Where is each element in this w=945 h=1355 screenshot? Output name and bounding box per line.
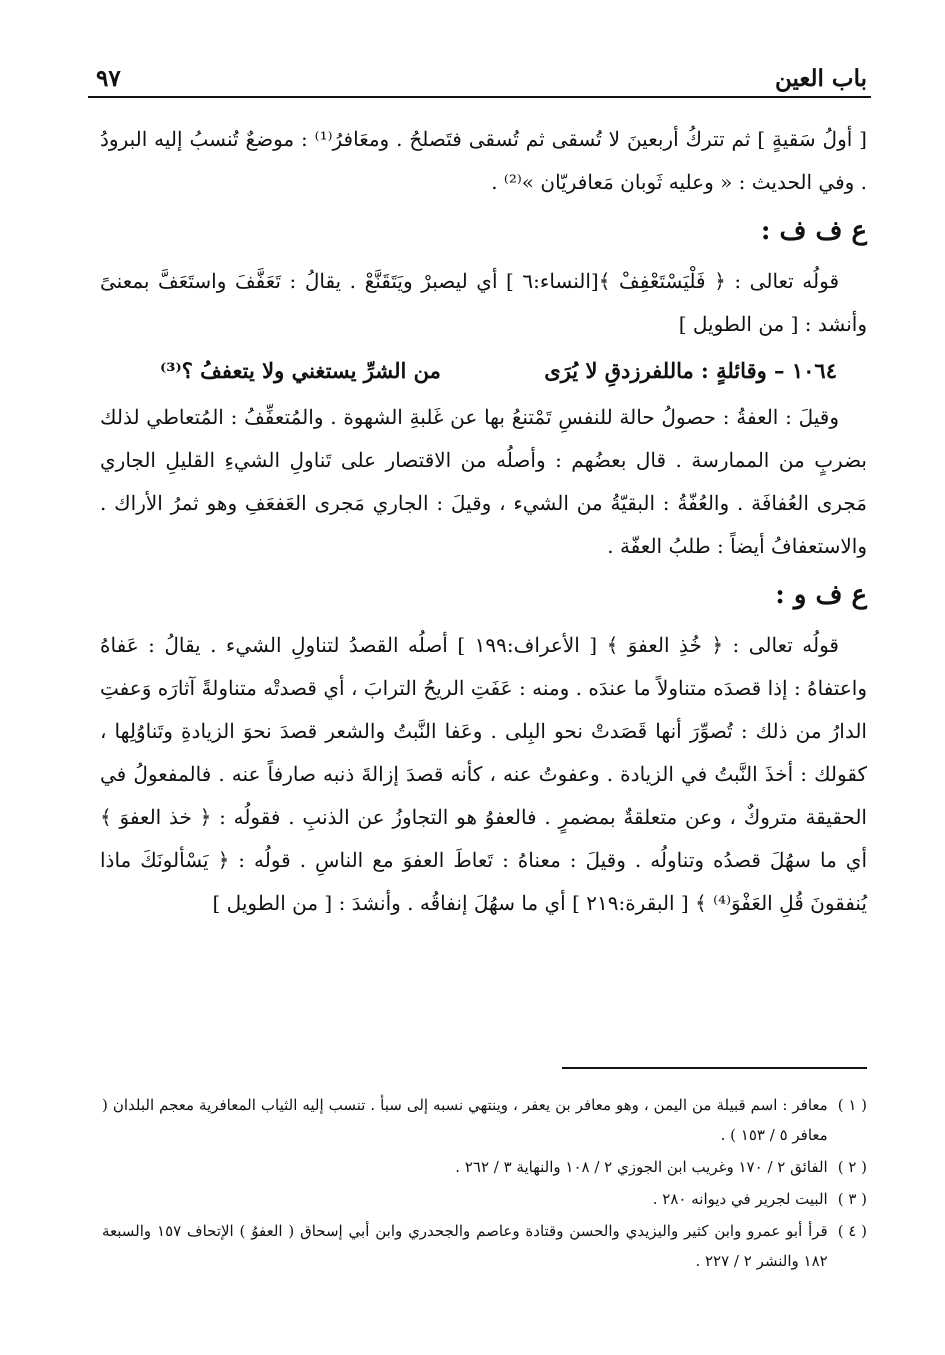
footnote-2 <box>102 1152 867 1182</box>
verse-second-hemistich: من الشرِّ يستغني ولا يتعففُ ؟⁽³⁾ <box>160 358 441 383</box>
paragraph-iffa-verse: قولُه تعالى : ﴿ فَلْيَسْتَعْفِفْ ﴾[النساء:٦ ] أي ليصبرْ ويَتَقَنَّعْ . يقالُ : تَعَفَّفَ واستَعَفَّ بمعنىً وأنشد : [ من الطويل ] <box>100 269 867 336</box>
footnote-number: ( ٢ ) <box>837 1158 867 1176</box>
main-text <box>100 118 867 925</box>
footnote-text: الفائق ٢ / ١٧٠ وغريب ابن الجوزي ٢ / ١٠٨ والنهاية ٣ / ٢٦٢ . <box>455 1158 828 1176</box>
footnote-separator <box>562 1067 867 1069</box>
footnote-text: قرأ أبو عمرو وابن كثير واليزيدي والحسن وقتادة وعاصم والجحدري وابن أبي إسحاق ( العفوُ ) الإتحاف ١٥٧ والسبعة ١٨٢ والنشر ٢ / ٢٢٧ . <box>102 1222 828 1270</box>
footnote-number: ( ٣ ) <box>837 1190 867 1208</box>
page-number: ٩٧ <box>96 65 121 92</box>
verse-first-hemistich: ١٠٦٤ – وقائلةٍ : ماللفرزدقِ لا يُرَى <box>544 358 837 383</box>
running-title: باب العين <box>774 65 867 92</box>
footnote-number: ( ٤ ) <box>837 1222 867 1240</box>
page-header <box>96 52 867 92</box>
footnote-text: معافر : اسم قبيلة من اليمن ، وهو معافر بن يعفر ، وينتهي نسبه إلى سبأ . تنسب إليه الثياب المعافرية معجم البلدان ( معافر ٥ / ١٥٣ ) . <box>102 1096 828 1144</box>
footnotes <box>102 1090 867 1278</box>
footnote-number: ( ١ ) <box>837 1096 867 1114</box>
footnote-4 <box>102 1216 867 1276</box>
poetry-verse-1064 <box>100 346 867 396</box>
footnote-text: البيت لجرير في ديوانه ٢٨٠ . <box>652 1190 828 1208</box>
footnote-1 <box>102 1090 867 1150</box>
paragraph-iffa-definition: وقيلَ : العفةُ : حصولُ حالة للنفسِ تَمْتنعُ بها عن غَلبةِ الشهوة . والمُتعفِّفُ : المُتعاطي لذلك بضربٍ من الممارسة . قال بعضُهم : وأصلُه من الاقتصار على تَناولِ الشيءِ القليلِ الجاري مَجرى العُفافَة . والعُفّةُ : البقيّةُ من الشيء ، وقيلَ : الجاري مَجرى العَفعَفِ وهو ثمرُ الأراك . والاستعفافُ أيضاً : طلبُ العفّة . <box>100 405 867 558</box>
entry-heading-ayn-fa-waw: ع ف و : <box>775 580 867 610</box>
header-rule <box>88 96 871 98</box>
entry-heading-ayn-fa-fa: ع ف ف : <box>760 216 867 246</box>
paragraph-continuation: [ أولُ سَقيةٍ ] ثم تتركُ أربعينَ لا تُسقى ثم تُسقى فتَصلحُ . ومعَافرُ⁽¹⁾ : موضعٌ تُنسبُ إليه البرودُ . وفي الحديث : « وعليه ثَوبان مَعافريّان »⁽²⁾ . <box>100 127 867 194</box>
footnote-3 <box>102 1184 867 1214</box>
paragraph-afw: قولُه تعالى : ﴿ خُذِ العفوَ ﴾ [ الأعراف:١٩٩ ] أصلُه القصدُ لتناولِ الشيء . يقالُ : عَفاهُ واعتفاهُ : إذا قصدَه متناولاً ما عندَه . ومنه : عَفَتِ الريحُ الترابَ ، أي قصدتْه متناولةً آثارَه وَعفتِ الدارُ من ذلك : تُصوِّرَ أنها قَصَدتْ نحو البِلى . وعَفا النَّبتُ والشعر قصدَ نحوَ الزيادةِ وتَناوُلِها ، كقولك : أخذَ النَّبتُ في الزيادة . وعفوتُ عنه ، كأنه قصدَ إزالةَ ذنبه صارفاً عنه . فالمفعولُ في الحقيقة متروكٌ ، وعن متعلقةٌ بمضمرٍ . فالعفوُ هو التجاوزُ عن الذنبِ . فقولُه : ﴿ خذ العفوَ ﴾ أي ما سهُلَ قصدُه وتناولُه . وقيلَ : معناهُ : تَعاطَ العفوَ مع الناسِ . قولُه : ﴿ يَسْألونَكَ ماذا يُنفقونَ قُلِ العَفْوَ⁽⁴⁾ ﴾ [ البقرة:٢١٩ ] أي ما سهُلَ إنفاقُه . وأنشدَ : [ من الطويل ] <box>100 633 867 915</box>
